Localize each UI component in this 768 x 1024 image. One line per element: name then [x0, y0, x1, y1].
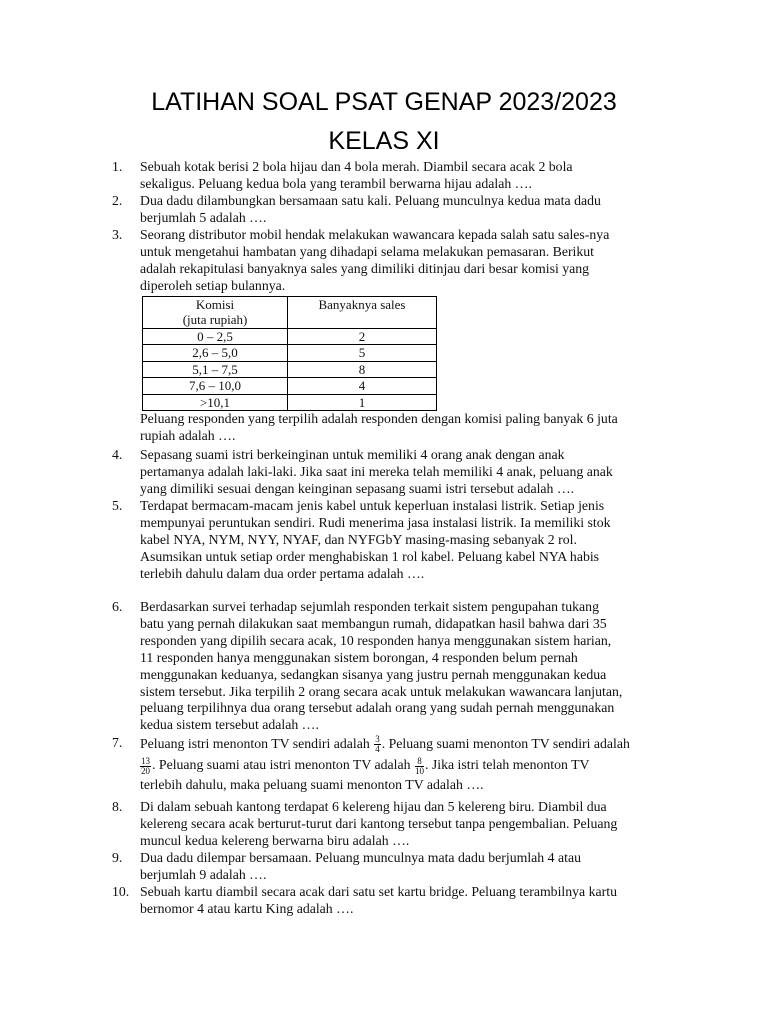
question-text-line: Asumsikan untuk setiap order menghabiskan 1 rol kabel. Peluang kabel NYA habis [140, 548, 600, 564]
fraction-numerator: 8 [415, 757, 424, 767]
fraction-three-quarters [374, 735, 381, 754]
question-text-line: kelereng secara acak berturut-turut dari kantong tersebut tanpa pengembalian. Peluang [140, 815, 618, 831]
question-6 [112, 599, 676, 734]
question-4 [112, 447, 676, 498]
question-text-line [140, 756, 676, 775]
question-number: 1. [112, 159, 123, 174]
table-cell-range: 2,6 – 5,0 [143, 345, 288, 362]
question-text-line: Berdasarkan survei terhadap sejumlah responden terkait sistem pengupahan tukang [140, 599, 599, 614]
question-number: 8. [112, 799, 123, 814]
question-text-line: Sebuah kotak berisi 2 bola hijau dan 4 bola merah. Diambil secara acak 2 bola [140, 159, 573, 174]
question-text-line: Sebuah kartu diambil secara acak dari satu set kartu bridge. Peluang terambilnya kartu [140, 884, 617, 899]
question-text-line: menggunakan keduanya, sedangkan sisanya yang justru pernah menggunakan kedua [140, 666, 607, 682]
table-cell-count: 5 [288, 345, 437, 362]
question-10 [112, 884, 676, 918]
text-segment: . Jika istri telah menonton TV [424, 757, 590, 773]
question-text-line: kedua sistem tersebut adalah …. [140, 717, 319, 733]
question-text-line: Dua dadu dilambungkan bersamaan satu kali. Peluang munculnya kedua mata dadu [140, 193, 601, 208]
table-cell-count: 8 [288, 361, 437, 378]
table-cell-count: 2 [288, 328, 437, 345]
question-number: 4. [112, 447, 123, 462]
komisi-table [142, 296, 437, 412]
question-text-line: yang dimiliki sesuai dengan keinginan sepasang suami istri tersebut adalah …. [140, 480, 575, 496]
question-text-line: adalah rekapitulasi banyaknya sales yang dimiliki ditinjau dari besar komisi yang [140, 260, 590, 276]
question-text-line: sekaligus. Peluang kedua bola yang terambil berwarna hijau adalah …. [140, 175, 532, 191]
question-text-line: batu yang pernah dilakukan saat membangun rumah, didapatkan hasil bahwa dari 35 [140, 615, 607, 631]
question-text-line: berjumlah 5 adalah …. [140, 209, 267, 225]
question-text-line: terlebih dahulu dalam dua order pertama adalah …. [140, 565, 425, 581]
question-text-line: sistem tersebut. Jika terpilih 2 orang secara acak untuk melakukan wawancara lanjutan, [140, 683, 623, 699]
question-number: 6. [112, 599, 123, 614]
text-segment: . Peluang suami menonton TV sendiri adalah [381, 736, 630, 751]
question-number: 7. [112, 735, 123, 750]
question-number: 5. [112, 498, 123, 513]
fraction-denominator: 4 [375, 744, 380, 755]
text-segment: . Peluang suami atau istri menonton TV adalah [152, 757, 414, 773]
question-5 [112, 498, 676, 583]
question-number: 9. [112, 850, 123, 865]
question-8 [112, 799, 676, 850]
table-cell-range: 7,6 – 10,0 [143, 378, 288, 395]
table-header-banyaknya-sales: Banyaknya sales [288, 296, 437, 328]
question-text-line: berjumlah 9 adalah …. [140, 866, 267, 882]
header-label: Komisi [195, 296, 235, 312]
table-header-row [143, 296, 437, 328]
question-text-line: Peluang responden yang terpilih adalah responden dengan komisi paling banyak 6 juta [140, 411, 618, 427]
question-text-line: responden yang dipilih secara acak, 10 responden hanya menggunakan sistem harian, [140, 632, 612, 648]
question-1 [112, 159, 676, 193]
question-text-line: rupiah adalah …. [140, 428, 236, 444]
question-2 [112, 193, 676, 227]
header-unit: (juta rupiah) [182, 312, 248, 328]
table-row [143, 345, 437, 362]
question-7 [112, 735, 676, 793]
fraction-eight-tenths [415, 757, 424, 776]
question-number: 3. [112, 227, 123, 242]
question-number: 2. [112, 193, 123, 208]
question-3 [112, 227, 676, 445]
table-cell-range: 5,1 – 7,5 [143, 361, 288, 378]
table-cell-range: 0 – 2,5 [143, 328, 288, 345]
question-text-line: Terdapat bermacam-macam jenis kabel untuk keperluan instalasi listrik. Setiap jenis [140, 498, 605, 513]
fraction-numerator: 13 [141, 755, 150, 766]
table-cell-count: 4 [288, 378, 437, 395]
text-segment: Peluang istri menonton TV sendiri adalah [140, 736, 374, 751]
question-text-line: Di dalam sebuah kantong terdapat 6 kelereng hijau dan 5 kelereng biru. Diambil dua [140, 799, 607, 814]
question-text-line: Sepasang suami istri berkeinginan untuk memiliki 4 orang anak dengan anak [140, 447, 565, 462]
table-row [143, 394, 437, 411]
page-subtitle: KELAS XI [328, 127, 440, 155]
fraction-thirteen-twentieths [140, 757, 151, 776]
question-text-line [140, 735, 676, 754]
question-text-line: bernomor 4 atau kartu King adalah …. [140, 900, 354, 916]
fraction-denominator: 20 [141, 765, 150, 776]
question-text-line: 11 responden hanya menggunakan sistem borongan, 4 responden belum pernah [140, 649, 578, 665]
table-cell-count: 1 [288, 394, 437, 411]
question-text-line: kabel NYA, NYM, NYY, NYAF, dan NYFGbY masing-masing sebanyak 2 rol. [140, 531, 577, 547]
fraction-numerator: 3 [375, 734, 380, 745]
table-row [143, 328, 437, 345]
question-text-line: pertamanya adalah laki-laki. Jika saat ini mereka telah memiliki 4 anak, peluang anak [140, 463, 613, 479]
question-text-line: diperoleh setiap bulannya. [140, 277, 286, 293]
question-text-line: terlebih dahulu, maka peluang suami menonton TV adalah …. [140, 776, 484, 792]
table-row [143, 378, 437, 395]
fraction-denominator: 10 [414, 765, 424, 776]
question-text-line: muncul kedua kelereng berwarna biru adalah …. [140, 832, 410, 848]
question-text-line: peluang terpilihnya dua orang tersebut adalah orang yang sudah pernah menggunakan [140, 700, 615, 716]
question-9 [112, 850, 676, 884]
table-row [143, 361, 437, 378]
question-text-line: untuk mengetahui hambatan yang dihadapi selama melakukan pemasaran. Berikut [140, 243, 594, 259]
question-number: 10. [112, 884, 130, 899]
question-text-line: mempunyai peruntukan sendiri. Rudi menerima jasa instalasi listrik. Ia memiliki stok [140, 514, 611, 530]
table-cell-range: >10,1 [143, 394, 288, 411]
question-text-line: Dua dadu dilempar bersamaan. Peluang munculnya mata dadu berjumlah 4 atau [140, 850, 581, 865]
question-text-line: Seorang distributor mobil hendak melakukan wawancara kepada salah satu sales-nya [140, 227, 610, 242]
table-header-komisi [143, 296, 288, 328]
page-title: LATIHAN SOAL PSAT GENAP 2023/2023 [151, 88, 617, 116]
